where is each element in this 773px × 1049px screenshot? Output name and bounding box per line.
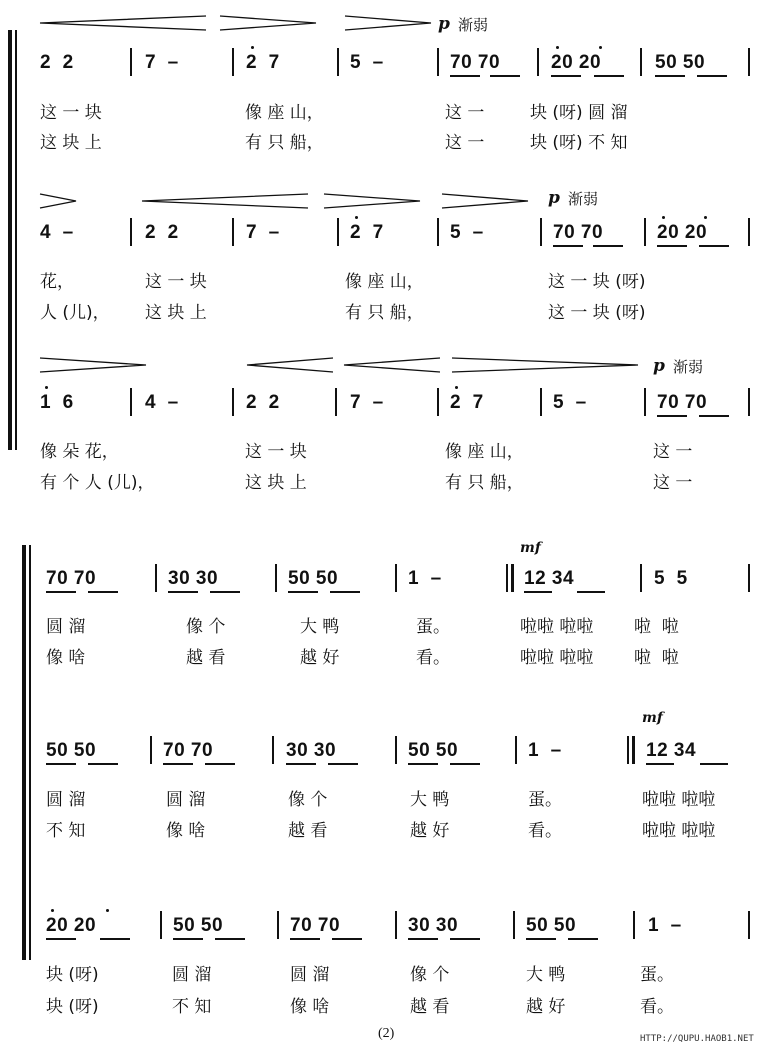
barline [395,911,397,939]
hairpin-crescendo [245,356,335,374]
eighth-underline [332,938,362,940]
eighth-underline [408,763,438,765]
eighth-underline [450,938,480,940]
lyric-line-1: 大 鸭 [410,790,450,810]
lyric-line-1: 圆 溜 [172,965,212,985]
lyric-line-2: 这 块 上 [40,133,102,153]
watermark: HTTP://QUPU.HAOB1.NET [640,1034,754,1044]
measure-notes: 50 50 [46,740,97,761]
dynamic-text: 渐弱 [673,358,704,376]
lyric-line-1: 这 一 块 [145,272,207,292]
barline [272,736,274,764]
measure-notes: 2 7 [246,52,280,73]
barline [232,218,234,246]
eighth-underline [290,938,320,940]
measure-notes: 30 30 [286,740,337,761]
barline [748,218,750,246]
dynamic-mf: mf [642,710,663,726]
lyric-line-2: 啦啦 啦啦 [642,821,716,841]
eighth-underline [697,75,727,77]
barline [748,388,750,416]
lyric-line-2: 块 (呀) 不 知 [530,133,628,153]
barline [540,388,542,416]
hairpin-decrescendo [450,356,640,374]
measure-notes: 5 5 [654,568,688,589]
hairpin-decrescendo [218,14,318,32]
eighth-underline [163,763,193,765]
barline [537,48,539,76]
dynamic-text: 渐弱 [568,190,599,208]
dynamic-p: p [438,14,450,34]
lyric-line-2: 这 一 块 (呀) [548,303,646,323]
hairpin-crescendo [342,356,442,374]
high-dot [51,909,54,912]
lyric-line-2: 啦 啦 [634,648,679,668]
eighth-underline [700,763,728,765]
measure-notes: 20 20 [551,52,602,73]
hairpin-decrescendo [38,356,148,374]
high-dot [704,216,707,219]
measure-notes: 50 50 [526,915,577,936]
page-number: (2) [378,1026,395,1041]
lyric-line-1: 这 一 块 [245,442,307,462]
eighth-underline [490,75,520,77]
lyric-line-2: 有 只 船， [245,133,324,153]
eighth-underline [46,591,76,593]
eighth-underline [699,415,729,417]
lyric-line-1: 像 座 山， [345,272,424,292]
barline [644,218,646,246]
lyric-line-2: 啦啦 啦啦 [520,648,594,668]
lyric-line-1: 块 (呀) [46,965,99,985]
lyric-line-2: 不 知 [46,821,86,841]
lyric-line-1: 啦啦 啦啦 [520,617,594,637]
barline [395,736,397,764]
measure-notes: 4 – [145,392,179,413]
lyric-line-1: 啦 啦 [634,617,679,637]
lyric-line-1: 这 一 块 [40,103,102,123]
measure-notes: 2 2 [145,222,179,243]
lyric-line-2: 越 好 [300,648,340,668]
barline [513,911,515,939]
eighth-underline [288,591,318,593]
high-dot [45,386,48,389]
high-dot [355,216,358,219]
barline [337,218,339,246]
lyric-line-1: 圆 溜 [290,965,330,985]
eighth-underline [46,763,76,765]
high-dot [662,216,665,219]
measure-notes: 50 50 [408,740,459,761]
barline [130,218,132,246]
barline [337,48,339,76]
eighth-underline [655,75,685,77]
left-brace-top [8,30,12,450]
double-barline [506,564,508,592]
barline [748,48,750,76]
high-dot [106,909,109,912]
barline [160,911,162,939]
eighth-underline [450,75,480,77]
eighth-underline [46,938,76,940]
lyric-line-1: 圆 溜 [46,790,86,810]
double-barline [627,736,629,764]
eighth-underline [551,75,581,77]
measure-notes: 1 – [648,915,682,936]
measure-notes: 20 20 [46,915,97,936]
left-brace-bottom-line [29,545,31,960]
lyric-line-1: 圆 溜 [46,617,86,637]
barline [395,564,397,592]
lyric-line-2: 越 看 [288,821,328,841]
hairpin-decrescendo [38,192,78,210]
measure-notes: 4 – [40,222,74,243]
high-dot [455,386,458,389]
eighth-underline [657,415,687,417]
lyric-line-1: 蛋。 [640,965,674,985]
lyric-line-2: 像 啥 [46,648,86,668]
lyric-line-2: 块 (呀) [46,997,99,1017]
eighth-underline [286,763,316,765]
lyric-line-2: 越 好 [410,821,450,841]
lyric-line-2: 人 (儿)， [40,303,110,323]
high-dot [251,46,254,49]
eighth-underline [553,245,583,247]
measure-notes: 7 – [145,52,179,73]
barline [633,911,635,939]
measure-notes: 30 30 [408,915,459,936]
lyric-line-2: 有 只 船， [345,303,424,323]
eighth-underline [526,938,556,940]
hairpin-decrescendo [322,192,422,210]
lyric-line-2: 这 块 上 [145,303,207,323]
measure-notes: 70 70 [163,740,214,761]
barline [155,564,157,592]
lyric-line-1: 大 鸭 [526,965,566,985]
eighth-underline [577,591,605,593]
barline [515,736,517,764]
eighth-underline [450,763,480,765]
measure-notes: 5 – [553,392,587,413]
barline [748,564,750,592]
measure-notes: 2 7 [450,392,484,413]
eighth-underline [205,763,235,765]
measure-notes: 70 70 [657,392,708,413]
measure-notes: 12 34 [524,568,575,589]
lyric-line-2: 看。 [640,997,674,1017]
measure-notes: 70 70 [450,52,501,73]
eighth-underline [210,591,240,593]
hairpin-crescendo [140,192,310,210]
lyric-line-1: 块 (呀) 圆 溜 [530,103,628,123]
lyric-line-2: 这 块 上 [245,473,307,493]
left-brace-bottom [22,545,26,960]
lyric-line-1: 像 座 山， [245,103,324,123]
lyric-line-2: 像 啥 [290,997,330,1017]
eighth-underline [408,938,438,940]
barline [644,388,646,416]
hairpin-decrescendo [440,192,530,210]
measure-notes: 70 70 [553,222,604,243]
hairpin-decrescendo [343,14,433,32]
barline [437,48,439,76]
high-dot [556,46,559,49]
eighth-underline [173,938,203,940]
barline [277,911,279,939]
lyric-line-2: 不 知 [172,997,212,1017]
left-brace-top-line [15,30,17,450]
measure-notes: 7 – [350,392,384,413]
lyric-line-2: 越 看 [410,997,450,1017]
barline [437,388,439,416]
barline [130,388,132,416]
lyric-line-2: 越 好 [526,997,566,1017]
dynamic-p: p [548,188,560,208]
lyric-line-2: 这 一 [653,473,693,493]
measure-notes: 5 – [350,52,384,73]
barline [150,736,152,764]
lyric-line-2: 看。 [416,648,450,668]
lyric-line-1: 蛋。 [528,790,562,810]
barline [232,388,234,416]
lyric-line-1: 圆 溜 [166,790,206,810]
eighth-underline [657,245,687,247]
measure-notes: 5 – [450,222,484,243]
barline [130,48,132,76]
lyric-line-1: 像 个 [410,965,450,985]
measure-notes: 50 50 [288,568,339,589]
measure-notes: 7 – [246,222,280,243]
lyric-line-1: 像 个 [186,617,226,637]
lyric-line-2: 有 只 船， [445,473,524,493]
eighth-underline [594,75,624,77]
lyric-line-1: 这 一 块 (呀) [548,272,646,292]
eighth-underline [699,245,729,247]
lyric-line-1: 花， [40,272,74,292]
measure-notes: 70 70 [290,915,341,936]
eighth-underline [168,591,198,593]
measure-notes: 50 50 [173,915,224,936]
measure-notes: 2 2 [40,52,74,73]
lyric-line-1: 这 一 [653,442,693,462]
hairpin-crescendo [38,14,208,32]
dynamic-p: p [653,356,665,376]
barline [640,48,642,76]
barline [748,911,750,939]
lyric-line-1: 啦啦 啦啦 [642,790,716,810]
lyric-line-2: 看。 [528,821,562,841]
lyric-line-1: 像 朵 花， [40,442,119,462]
barline [540,218,542,246]
barline [335,388,337,416]
measure-notes: 50 50 [655,52,706,73]
eighth-underline [100,938,130,940]
eighth-underline [88,763,118,765]
eighth-underline [328,763,358,765]
lyric-line-1: 像 座 山， [445,442,524,462]
lyric-line-1: 大 鸭 [300,617,340,637]
measure-notes: 20 20 [657,222,708,243]
high-dot [599,46,602,49]
measure-notes: 12 34 [646,740,697,761]
dynamic-mf: mf [520,540,541,556]
eighth-underline [330,591,360,593]
measure-notes: 30 30 [168,568,219,589]
measure-notes: 1 6 [40,392,74,413]
barline [640,564,642,592]
barline [232,48,234,76]
dynamic-text: 渐弱 [458,16,489,34]
lyric-line-2: 这 一 [445,133,485,153]
lyric-line-1: 像 个 [288,790,328,810]
lyric-line-2: 越 看 [186,648,226,668]
measure-notes: 70 70 [46,568,97,589]
eighth-underline [215,938,245,940]
eighth-underline [88,591,118,593]
eighth-underline [593,245,623,247]
eighth-underline [646,763,674,765]
double-barline [511,564,514,592]
lyric-line-1: 这 一 [445,103,485,123]
eighth-underline [524,591,552,593]
measure-notes: 1 – [408,568,442,589]
eighth-underline [568,938,598,940]
measure-notes: 2 7 [350,222,384,243]
barline [275,564,277,592]
measure-notes: 2 2 [246,392,280,413]
double-barline [632,736,635,764]
measure-notes: 1 – [528,740,562,761]
lyric-line-1: 蛋。 [416,617,450,637]
lyric-line-2: 像 啥 [166,821,206,841]
lyric-line-2: 有 个 人 (儿)， [40,473,155,493]
barline [437,218,439,246]
